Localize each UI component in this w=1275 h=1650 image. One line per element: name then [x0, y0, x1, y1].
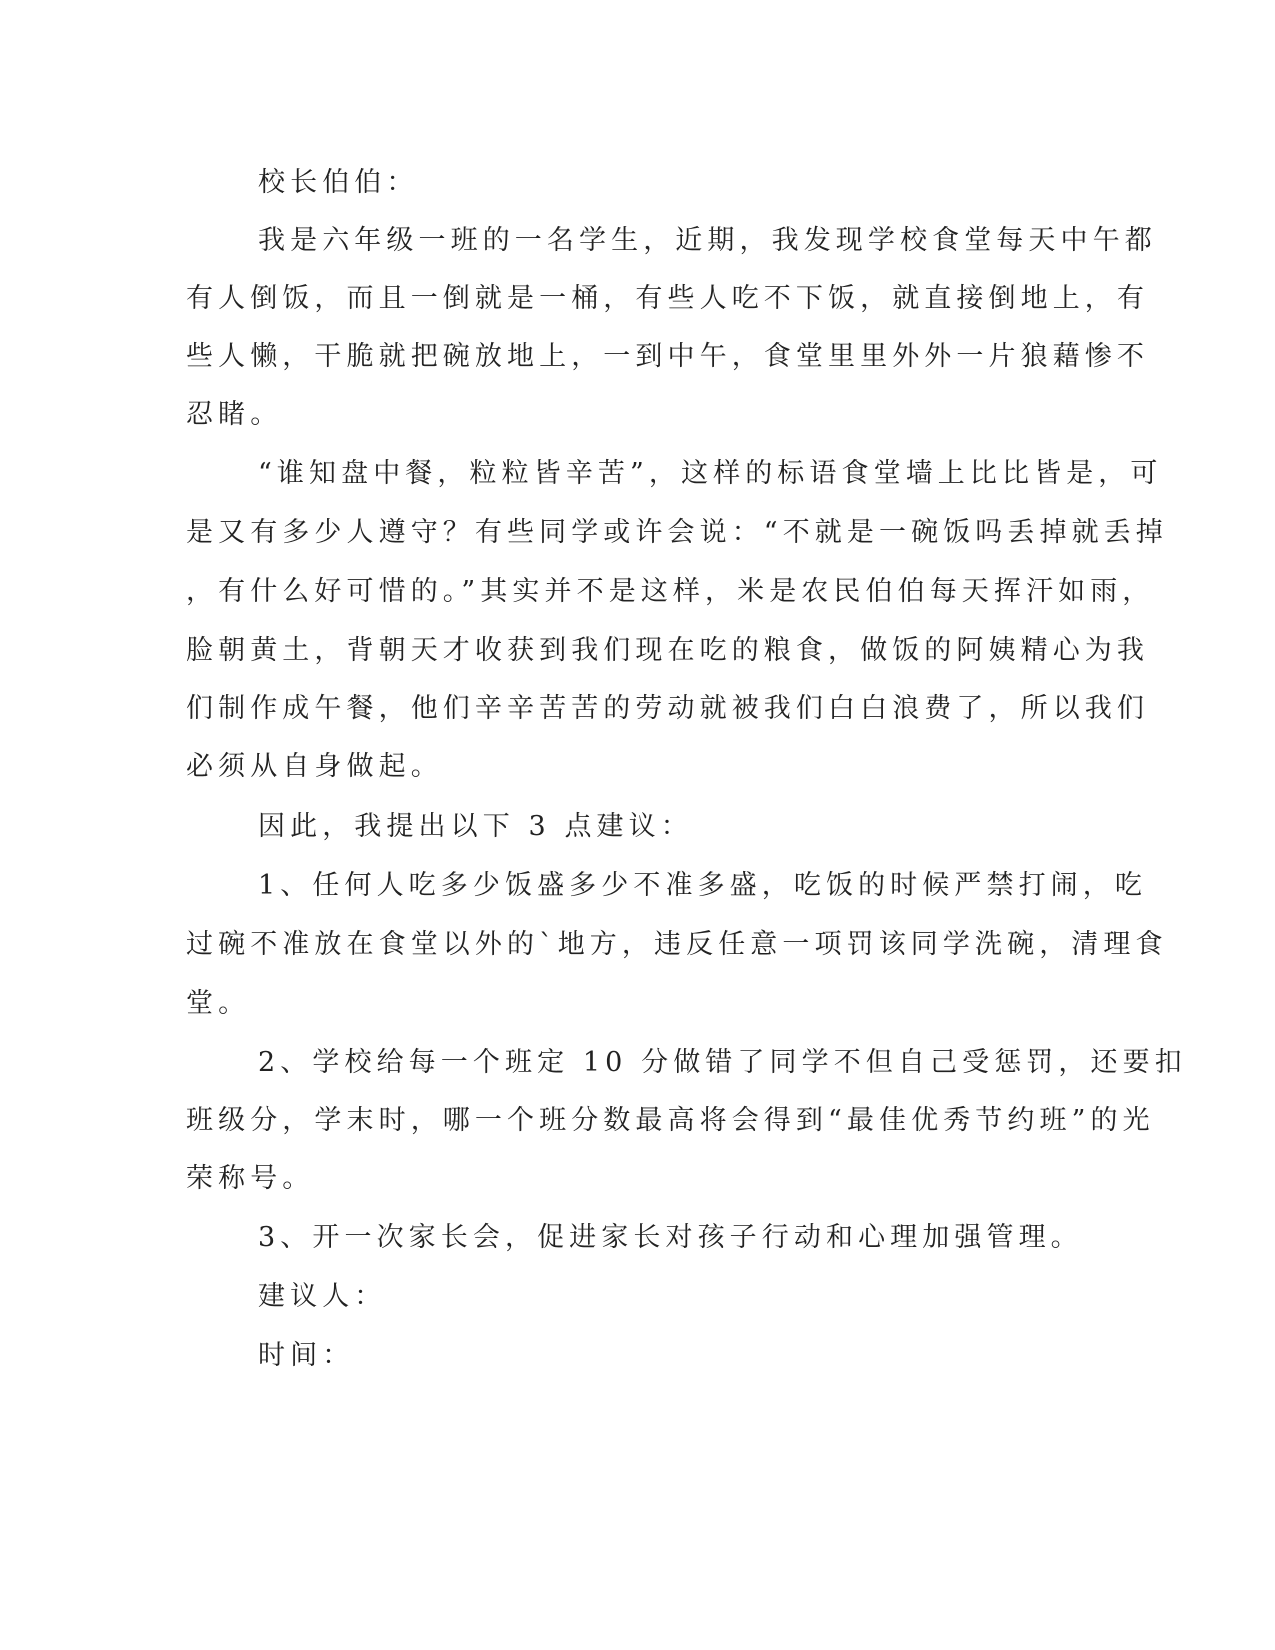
paragraph-1-line: 我是六年级一班的一名学生，近期，我发现学校食堂每天中午都: [258, 225, 1157, 256]
paragraph-1-line: 有人倒饭，而且一倒就是一桶，有些人吃不下饭，就直接倒地上，有: [186, 283, 1149, 314]
paragraph-2-line: 脸朝黄土，背朝天才收获到我们现在吃的粮食，做饭的阿姨精心为我: [186, 635, 1149, 666]
suggestion-3: 3、开一次家长会，促进家长对孩子行动和心理加强管理。: [258, 1222, 1083, 1253]
suggestions-intro: 因此，我提出以下 3 点建议：: [258, 811, 693, 842]
suggestion-1-line: 过碗不准放在食堂以外的`地方，违反任意一项罚该同学洗碗，清理食: [186, 929, 1168, 960]
paragraph-2-line: ，有什么好可惜的。”其实并不是这样，米是农民伯伯每天挥汗如雨，: [186, 576, 1155, 607]
proposer-label: 建议人：: [258, 1281, 387, 1312]
time-label: 时间：: [258, 1340, 355, 1371]
paragraph-1-line: 些人懒，干脆就把碗放地上，一到中午，食堂里里外外一片狼藉惨不: [186, 341, 1149, 372]
salutation: 校长伯伯：: [258, 167, 419, 198]
paragraph-1-line: 忍睹。: [186, 399, 283, 430]
paragraph-2-line: 们制作成午餐，他们辛辛苦苦的劳动就被我们白白浪费了，所以我们: [186, 693, 1149, 724]
suggestion-1-line: 堂。: [186, 988, 251, 1019]
suggestion-2-line: 班级分，学末时，哪一个班分数最高将会得到“最佳优秀节约班”的光: [186, 1105, 1155, 1136]
suggestion-1-line: 1、任何人吃多少饭盛多少不准多盛，吃饭的时候严禁打闹，吃: [258, 870, 1147, 901]
paragraph-2-line: 是又有多少人遵守？有些同学或许会说：“不就是一碗饭吗丢掉就丢掉: [186, 517, 1168, 548]
paragraph-2-line: 必须从自身做起。: [186, 751, 443, 782]
paragraph-2-line: “谁知盘中餐，粒粒皆辛苦”，这样的标语食堂墙上比比皆是，可: [258, 458, 1163, 489]
suggestion-2-line: 2、学校给每一个班定 10 分做错了同学不但自己受惩罚，还要扣: [258, 1047, 1187, 1078]
suggestion-2-line: 荣称号。: [186, 1163, 315, 1194]
